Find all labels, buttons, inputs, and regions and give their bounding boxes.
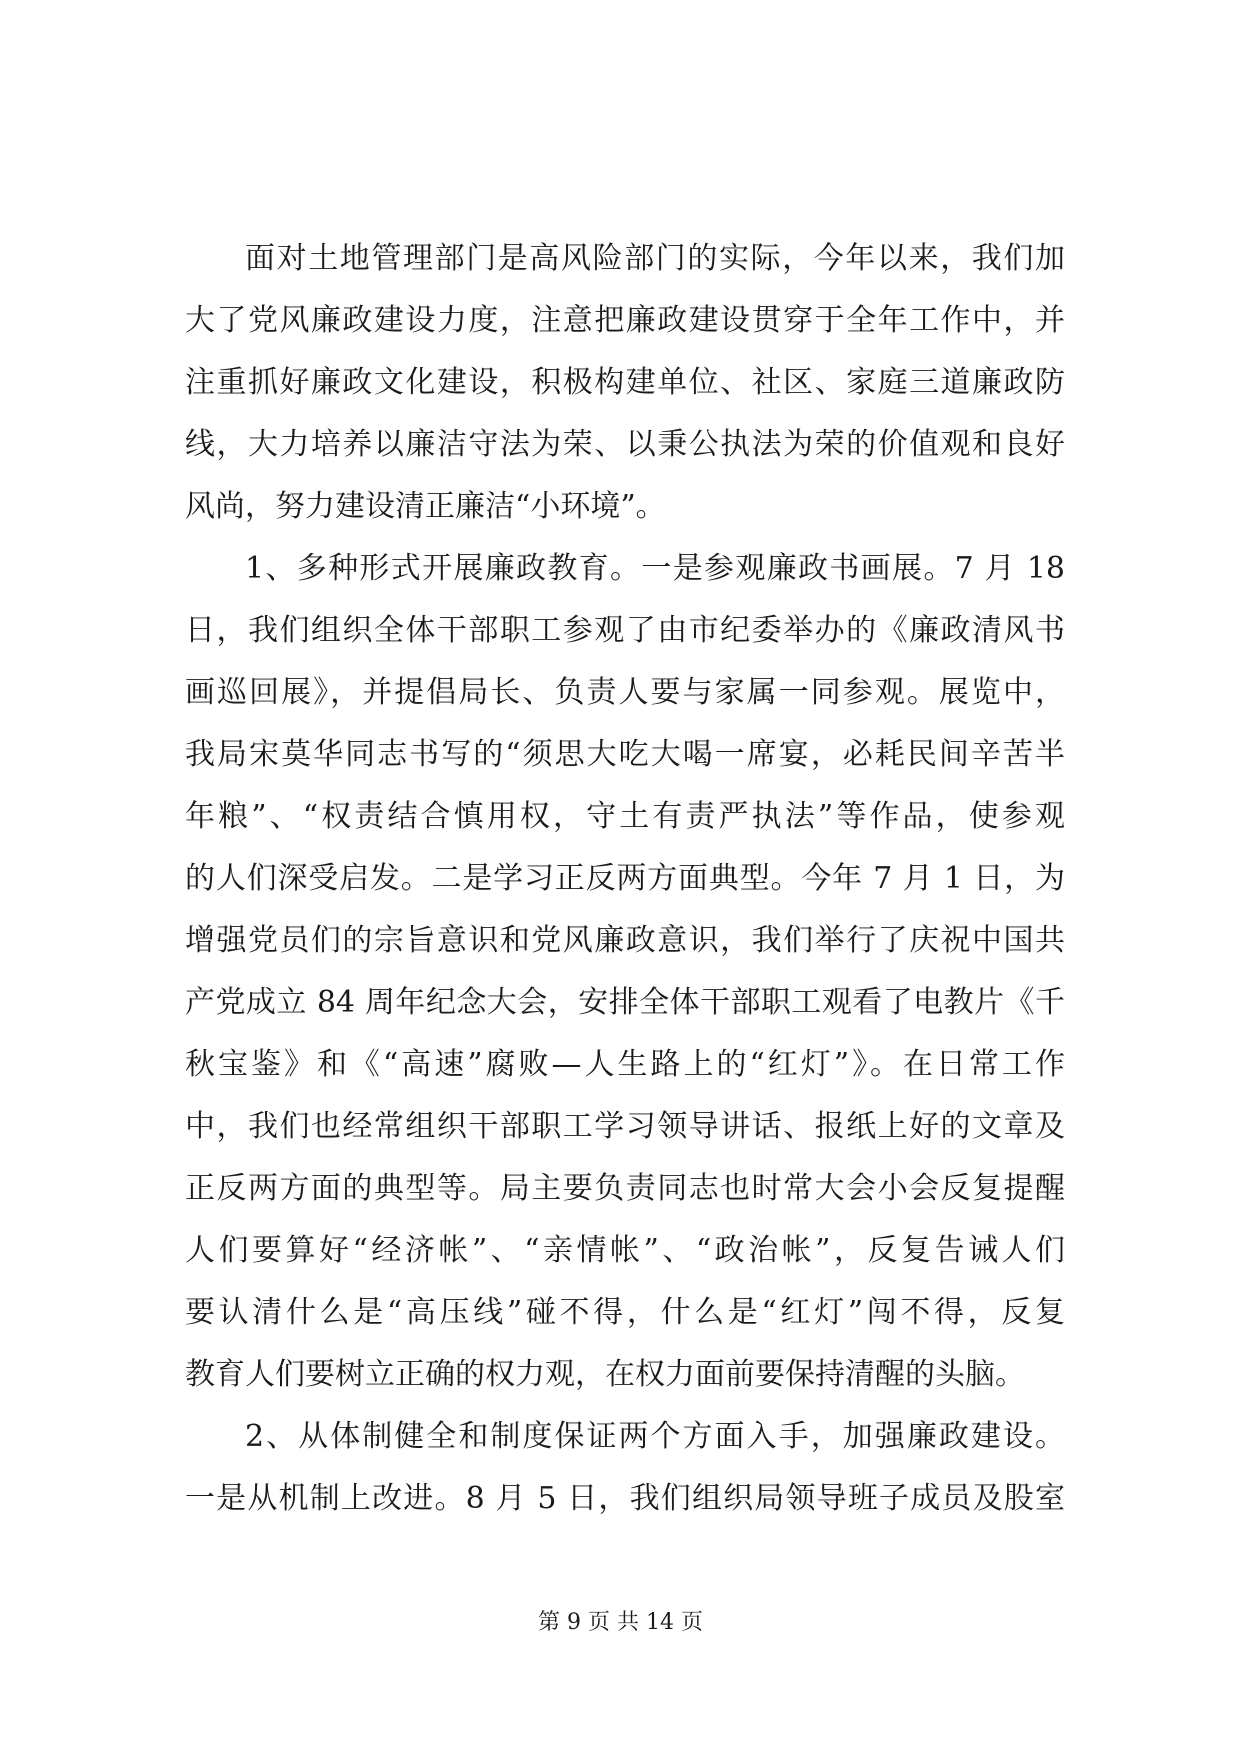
text-line: 年粮”、“权责结合慎用权，守土有责严执法”等作品，使参观 [185, 799, 1065, 834]
text-line: 秋宝鉴》和《“高速”腐败—人生路上的“红灯”》。在日常工作 [185, 1047, 1065, 1082]
text-line: 我局宋莫华同志书写的“须思大吃大喝一席宴，必耗民间辛苦半 [185, 737, 1065, 772]
text-line: 风尚，努力建设清正廉洁“小环境”。 [185, 489, 666, 524]
text-line: 人们要算好“经济帐”、“亲情帐”、“政治帐”，反复告诫人们 [185, 1233, 1065, 1268]
text-line: 画巡回展》，并提倡局长、负责人要与家属一同参观。展览中， [185, 675, 1065, 710]
text-line: 的人们深受启发。二是学习正反两方面典型。今年 7 月 1 日，为 [185, 861, 1065, 896]
text-line: 大了党风廉政建设力度，注意把廉政建设贯穿于全年工作中，并 [185, 303, 1065, 338]
text-line: 中，我们也经常组织干部职工学习领导讲话、报纸上好的文章及 [185, 1109, 1065, 1144]
text-line: 一是从机制上改进。8 月 5 日，我们组织局领导班子成员及股室 [185, 1481, 1065, 1516]
text-line: 正反两方面的典型等。局主要负责同志也时常大会小会反复提醒 [185, 1171, 1065, 1206]
text-line: 增强党员们的宗旨意识和党风廉政意识，我们举行了庆祝中国共 [185, 923, 1065, 958]
text-line: 要认清什么是“高压线”碰不得，什么是“红灯”闯不得，反复 [185, 1295, 1065, 1330]
text-line: 注重抓好廉政文化建设，积极构建单位、社区、家庭三道廉政防 [185, 365, 1065, 400]
text-line: 线，大力培养以廉洁守法为荣、以秉公执法为荣的价值观和良好 [185, 427, 1065, 462]
text-line: 2、从体制健全和制度保证两个方面入手，加强廉政建设。 [245, 1419, 1065, 1454]
body-text [185, 228, 1065, 1530]
text-line: 教育人们要树立正确的权力观，在权力面前要保持清醒的头脑。 [185, 1357, 1025, 1392]
page-footer: 第 9 页 共 14 页 [538, 1610, 703, 1635]
text-line: 面对土地管理部门是高风险部门的实际，今年以来，我们加 [245, 241, 1065, 276]
text-line: 日，我们组织全体干部职工参观了由市纪委举办的《廉政清风书 [185, 613, 1065, 648]
text-line: 产党成立 84 周年纪念大会，安排全体干部职工观看了电教片《千 [185, 985, 1065, 1020]
text-line: 1、多种形式开展廉政教育。一是参观廉政书画展。7 月 18 [245, 551, 1065, 586]
